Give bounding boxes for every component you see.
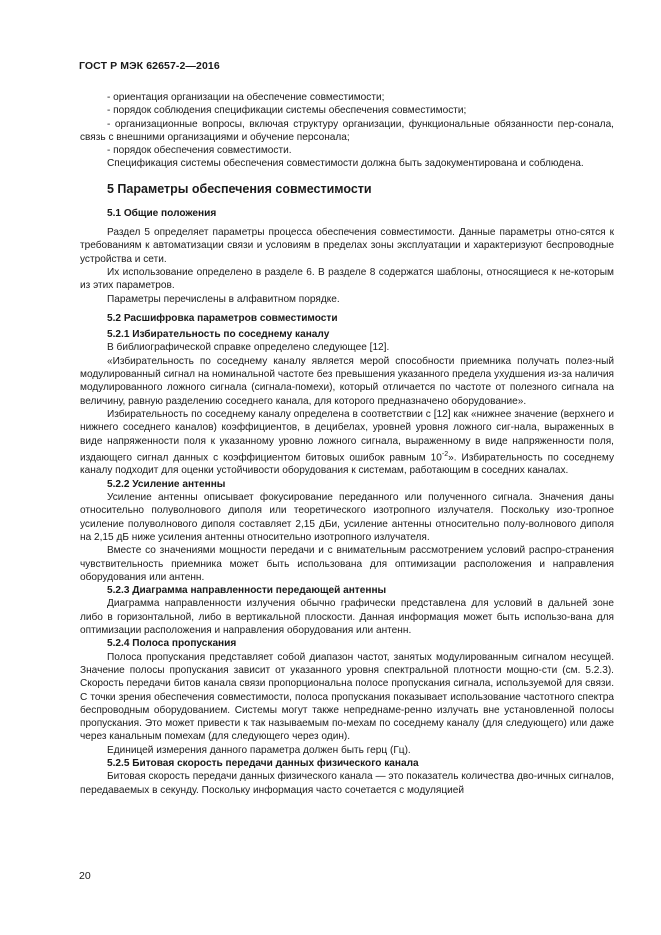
section-5-2-heading: 5.2 Расшифровка параметров совместимости — [107, 312, 338, 324]
paragraph: В библиографической справке определено следующее [12]. — [107, 342, 390, 354]
section-5-2-5-heading: 5.2.5 Битовая скорость передачи данных физического канала — [107, 758, 419, 770]
page-number: 20 — [79, 870, 91, 882]
document-body — [80, 91, 614, 797]
paragraph: Раздел 5 определяет параметры процесса обеспечения совместимости. Данные параметры отно-сятся к требованиям к автоматизации связи и условиям в пределах зоны эксплуатации и характеризуют беспроводные устройства и сети. — [80, 227, 614, 265]
paragraph-text: Избирательность по соседнему каналу определена в соответствии с [12] как «нижнее значение (верхнего и нижнего соседнего каналов) коэффициентов, в децибелах, уровней уровня ложного сиг-нала, выраженных в виде напряженности поля к указанному уровню ложного сигнала, выраженному в виде напряженности поля, издающего сигнал данных с коэффициентом битовых ошибок равным 10 — [80, 408, 614, 464]
paragraph — [80, 408, 614, 478]
list-item: - организационные вопросы, включая структуру организации, функциональные обязанности пер-сонала, связь с внешними организациями и обучение персонала; — [80, 118, 614, 143]
document-header: ГОСТ Р МЭК 62657-2—2016 — [79, 60, 220, 72]
section-5-2-2-heading: 5.2.2 Усиление антенны — [107, 478, 226, 490]
list-item: - порядок соблюдения спецификации системы обеспечения совместимости; — [107, 105, 467, 117]
section-5-heading: 5 Параметры обеспечения совместимости — [107, 181, 372, 196]
section-5-2-4-heading: 5.2.4 Полоса пропускания — [107, 638, 237, 650]
section-5-2-3-heading: 5.2.3 Диаграмма направленности передающей антенны — [107, 585, 387, 597]
paragraph: Вместе со значениями мощности передачи и с внимательным рассмотрением условий распро-странения чувствительность приемника может быть использована для оптимизации расположения и направления оборудования или антенн. — [80, 545, 614, 583]
paragraph: Спецификация системы обеспечения совместимости должна быть задокументирована и соблюдена. — [107, 158, 584, 170]
paragraph: «Избирательность по соседнему каналу является мерой способности приемника получать полез-ный модулированный сигнал на номинальной частоте без превышения указанного предела ухудшения из-за наличия модулированного ложного сигнала (сигнала-помехи), который отличается по частоте от полезного сигнала на величину, равную разделению соседнего канала, для которого предназначено оборудование». — [80, 355, 614, 407]
section-5-1-heading: 5.1 Общие положения — [107, 207, 217, 219]
paragraph: Их использование определено в разделе 6. В разделе 8 содержатся шаблоны, относящиеся к не-которым из этих параметров. — [80, 266, 614, 292]
paragraph: Параметры перечислены в алфавитном порядке. — [107, 293, 340, 305]
paragraph-text: ». Избирательность по соседнему каналу подходит для оценки устойчивости оборудования к системам, работающим в соседних каналах. — [80, 452, 614, 477]
paragraph: Диаграмма направленности излучения обычно графически представлена для условий в дальней зоне либо в горизонтальной, либо в вертикальной плоскости. Данная информация может быть использо-вана для оптимизации расположения и направления оборудования или антенн. — [80, 598, 614, 637]
paragraph: Полоса пропускания представляет собой диапазон частот, занятых модулированным сигналом несущей. Значение полосы пропускания зависит от указанного уровня спектральной плотности мощно-сти (см. 5.2.3). Скорость передачи битов канала связи пропорциональна полосе пропускания сигнала, используемой для связи. С точки зрения обеспечения совместимости, полоса пропускания показывает использование частотного спектра беспроводным оборудованием. Системы могут также непреднаме-ренно излучать вне установленной полосы пропускания. Это может привести к так называемым по-мехам по соседнему каналу (для следующего) или даже через канальным помехам (для следующего через один). — [80, 651, 614, 743]
paragraph: Единицей измерения данного параметра должен быть герц (Гц). — [107, 744, 411, 756]
section-5-2-1-heading: 5.2.1 Избирательность по соседнему каналу — [107, 329, 330, 341]
list-item: - ориентация организации на обеспечение совместимости; — [107, 92, 385, 103]
exponent: -2 — [441, 450, 449, 458]
paragraph: Битовая скорость передачи данных физического канала — это показатель количества дво-ичных сигналов, передаваемых в секунду. Поскольку информация часто сочетается с модуляцией — [80, 771, 614, 796]
paragraph: Усиление антенны описывает фокусирование переданного или полученного сигнала. Значения даны относительно полуволнового диполя или теоретического изотропного излучателя. Поскольку изо-тропное усиление полуволнового диполя составляет 2,15 дБи, усиление антенны относительно полу-волнового диполя на 2,15 дБ ниже усиления антенны относительно изотропного излучателя. — [80, 492, 614, 543]
list-item: - порядок обеспечения совместимости. — [107, 145, 292, 157]
